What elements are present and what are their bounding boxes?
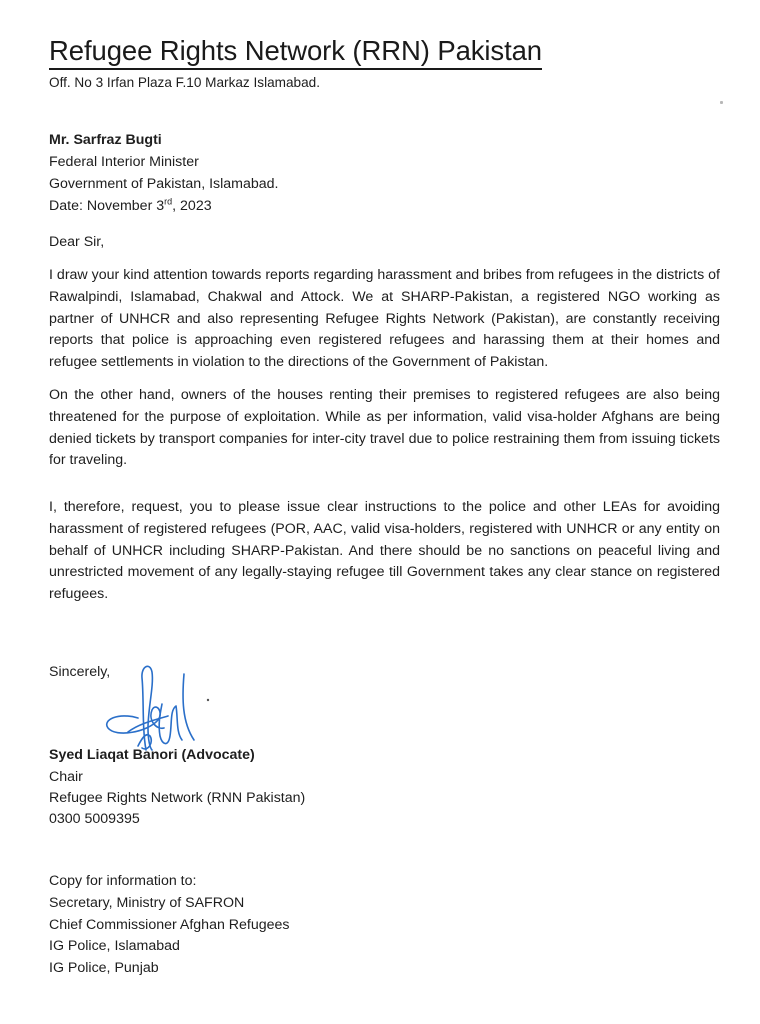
scan-speck — [720, 101, 723, 104]
signatory-organization: Refugee Rights Network (RNN Pakistan) — [49, 790, 306, 806]
signatory-title: Chair — [49, 769, 83, 785]
body-paragraph-3: I, therefore, request, you to please issue clear instructions to the police and other LEAs for avoiding harassment of registered refugees (POR, AAC, valid visa-holders, registered with UNHCR or any entity on behalf of UNHCR including SHARP-Pakistan. And there should be no sanctions on peaceful living and unrestricted movement of any legally-staying refugee till Government takes any clear stance on registered refugees. — [49, 499, 720, 603]
date-rest: , 2023 — [172, 198, 212, 214]
copy-to-recipient: Chief Commissioner Afghan Refugees — [49, 917, 290, 933]
body-paragraph-2: On the other hand, owners of the houses renting their premises to registered refugees are also being threatened for the purpose of exploitation. While as per information, valid visa-holder Afghans are being denied tickets by transport companies for inter-city travel due to police restraining them from issuing tickets for traveling. — [49, 387, 720, 469]
valediction: Sincerely, — [49, 664, 111, 680]
recipient-office: Government of Pakistan, Islamabad. — [49, 176, 279, 192]
date-ordinal-suffix: rd — [164, 196, 173, 207]
signatory-phone: 0300 5009395 — [49, 811, 140, 827]
recipient-designation: Federal Interior Minister — [49, 154, 199, 170]
body-paragraph-1: I draw your kind attention towards reports regarding harassment and bribes from refugees in the districts of Rawalpindi, Islamabad, Chakwal and Attock. We at SHARP-Pakistan, a registered NGO working as partner of UNHCR and also representing Refugee Rights Network (Pakistan), are constantly receiving reports that police is approaching even registered refugees and harassing them at their homes and refugee settlements in violation to the directions of the Government of Pakistan. — [49, 267, 720, 371]
copy-to-recipient: IG Police, Islamabad — [49, 938, 180, 954]
date-prefix: Date: November 3 — [49, 198, 165, 214]
signatory-name: Syed Liaqat Banori (Advocate) — [49, 747, 255, 763]
copy-to-recipient: IG Police, Punjab — [49, 960, 159, 976]
recipient-name: Mr. Sarfraz Bugti — [49, 132, 162, 148]
copy-to-recipient: Secretary, Ministry of SAFRON — [49, 895, 245, 911]
letterhead-title: Refugee Rights Network (RRN) Pakistan — [49, 34, 542, 70]
salutation: Dear Sir, — [49, 234, 105, 250]
copy-to-heading: Copy for information to: — [49, 873, 197, 889]
letterhead-address: Off. No 3 Irfan Plaza F.10 Markaz Islamabad. — [49, 75, 320, 90]
letter-date — [49, 196, 212, 216]
handwritten-signature-icon — [98, 658, 218, 758]
